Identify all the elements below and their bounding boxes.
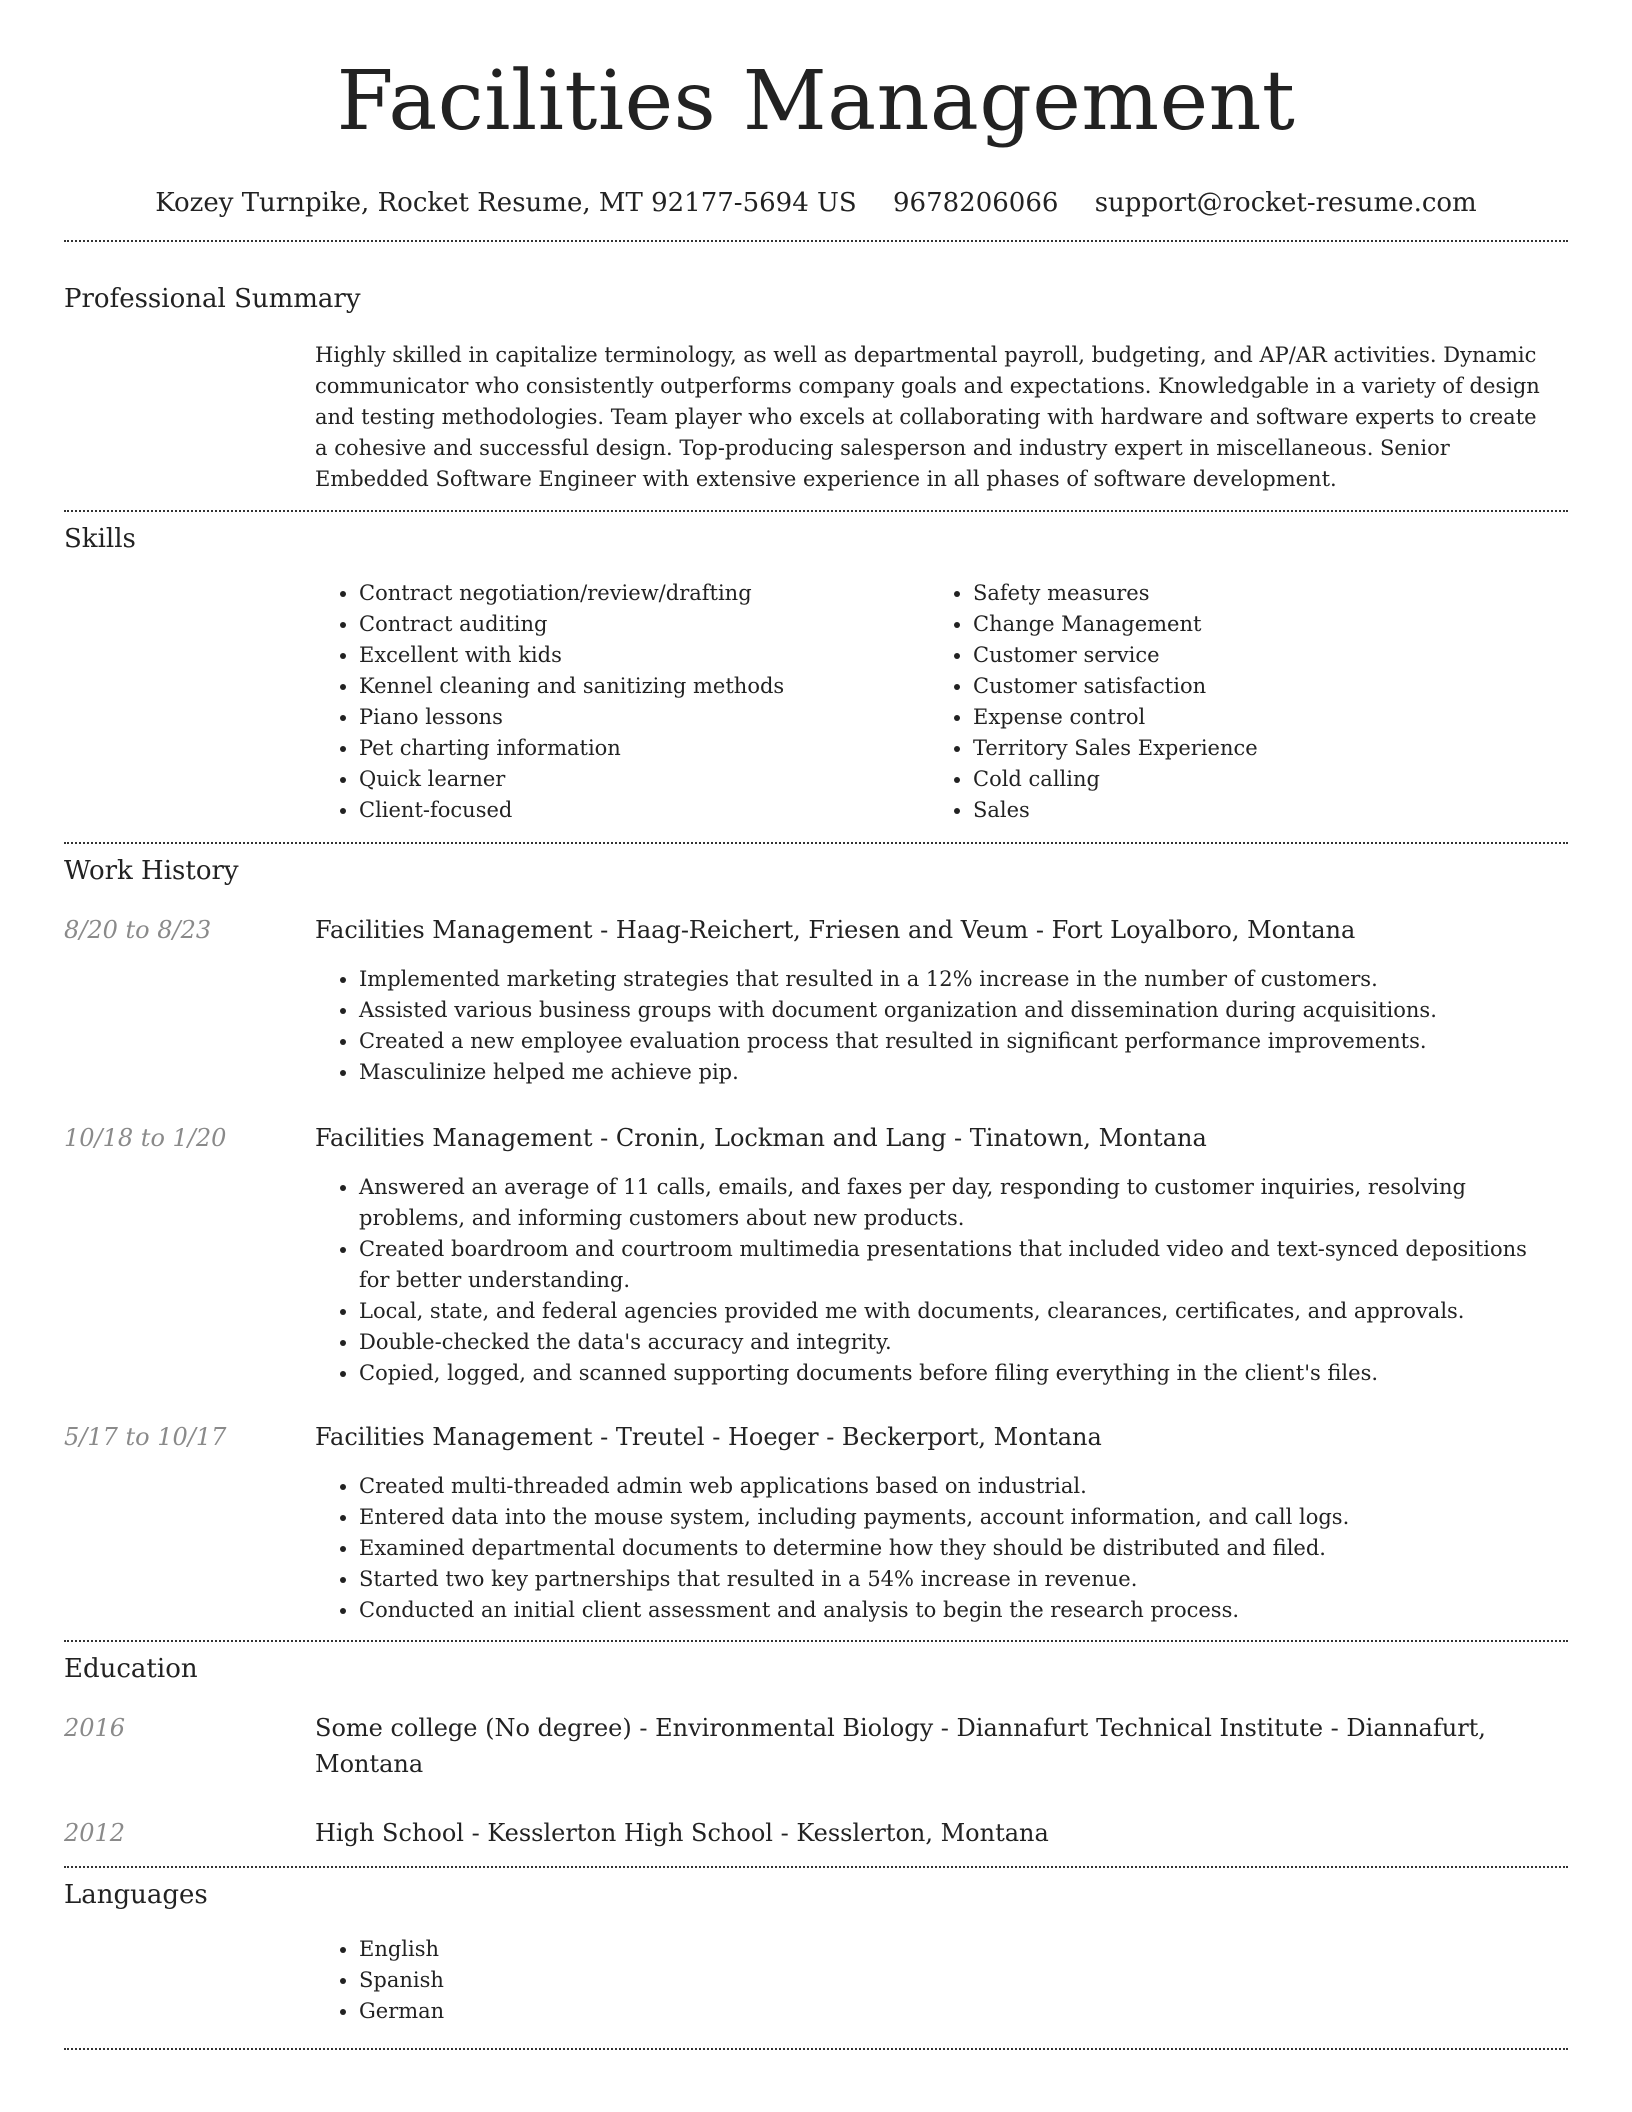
work-heading: Work History bbox=[64, 856, 239, 886]
skills-column-left bbox=[315, 578, 905, 826]
job-title: Facilities Management - Cronin, Lockman and Lang - Tinatown, Montana bbox=[315, 1124, 1207, 1152]
languages-list bbox=[315, 1934, 1555, 2027]
job-dates: 8/20 to 8/23 bbox=[64, 916, 212, 944]
skills-heading: Skills bbox=[64, 524, 136, 554]
job-bullet: • Copied, logged, and scanned supporting documents before filing everything in the client's files. bbox=[359, 1358, 1555, 1389]
job-dates: 5/17 to 10/17 bbox=[64, 1423, 227, 1451]
job-bullet: • Double-checked the data's accuracy and integrity. bbox=[359, 1327, 1555, 1358]
skill-item: • Safety measures bbox=[973, 578, 1519, 609]
job-bullet: • Entered data into the mouse system, including payments, account information, and call logs. bbox=[359, 1502, 1555, 1533]
job-bullets bbox=[315, 964, 1555, 1088]
divider bbox=[64, 240, 1568, 242]
resume-name: Facilities Management bbox=[336, 54, 1296, 149]
contact-address: Kozey Turnpike, Rocket Resume, MT 92177-5694 US bbox=[155, 188, 857, 218]
skill-item: • Piano lessons bbox=[359, 702, 905, 733]
skill-item: • Pet charting information bbox=[359, 733, 905, 764]
skill-item: • Expense control bbox=[973, 702, 1519, 733]
education-year: 2012 bbox=[64, 1819, 126, 1847]
job-dates: 10/18 to 1/20 bbox=[64, 1124, 227, 1152]
education-year: 2016 bbox=[64, 1714, 126, 1742]
education-entry: Some college (No degree) - Environmental Biology - Diannafurt Technical Institute - Diannafurt, Montana bbox=[315, 1714, 1486, 1778]
divider bbox=[64, 1866, 1568, 1868]
divider bbox=[64, 2048, 1568, 2050]
skill-item: • Client-focused bbox=[359, 795, 905, 826]
job-bullet: • Answered an average of 11 calls, emails, and faxes per day, responding to customer inquiries, resolving problems, and informing customers about new products. bbox=[359, 1172, 1555, 1234]
education-heading: Education bbox=[64, 1654, 198, 1684]
skill-item: • Quick learner bbox=[359, 764, 905, 795]
education-entry: High School - Kesslerton High School - Kesslerton, Montana bbox=[315, 1819, 1049, 1847]
skill-item: • Territory Sales Experience bbox=[973, 733, 1519, 764]
language-item: • English bbox=[359, 1934, 1555, 1965]
resume-header bbox=[64, 52, 1568, 220]
job-bullet: • Created a new employee evaluation process that resulted in significant performance improvements. bbox=[359, 1026, 1555, 1057]
job-bullets bbox=[315, 1471, 1555, 1626]
skills-column-right bbox=[929, 578, 1519, 826]
divider bbox=[64, 510, 1568, 512]
summary-text: Highly skilled in capitalize terminology, as well as departmental payroll, budgeting, and AP/AR activities. Dynamic communicator who consistently outperforms company goals and expectations. Knowledgable in a variety of design and testing methodologies. Team player who excels at collaborating with hardware and software experts to create a cohesive and successful design. Top-producing salesperson and industry expert in miscellaneous. Senior Embedded Software Engineer with extensive experience in all phases of software development. bbox=[315, 343, 1540, 491]
skill-item: • Excellent with kids bbox=[359, 640, 905, 671]
skill-item: • Kennel cleaning and sanitizing methods bbox=[359, 671, 905, 702]
language-item: • Spanish bbox=[359, 1965, 1555, 1996]
job-bullets bbox=[315, 1172, 1555, 1389]
job-bullet: • Started two key partnerships that resulted in a 54% increase in revenue. bbox=[359, 1564, 1555, 1595]
skill-item: • Cold calling bbox=[973, 764, 1519, 795]
divider bbox=[64, 842, 1568, 844]
job-bullet: • Implemented marketing strategies that resulted in a 12% increase in the number of customers. bbox=[359, 964, 1555, 995]
job-bullet: • Created boardroom and courtroom multimedia presentations that included video and text-synced depositions for better understanding. bbox=[359, 1234, 1555, 1296]
job-bullet: • Conducted an initial client assessment and analysis to begin the research process. bbox=[359, 1595, 1555, 1626]
skill-item: • Customer service bbox=[973, 640, 1519, 671]
contact-line bbox=[64, 186, 1568, 220]
job-bullet: • Masculinize helped me achieve pip. bbox=[359, 1057, 1555, 1088]
job-bullet: • Created multi-threaded admin web applications based on industrial. bbox=[359, 1471, 1555, 1502]
summary-heading: Professional Summary bbox=[64, 284, 361, 314]
job-bullet: • Local, state, and federal agencies provided me with documents, clearances, certificates, and approvals. bbox=[359, 1296, 1555, 1327]
job-title: Facilities Management - Treutel - Hoeger - Beckerport, Montana bbox=[315, 1423, 1102, 1451]
skill-item: • Customer satisfaction bbox=[973, 671, 1519, 702]
divider bbox=[64, 1640, 1568, 1642]
language-item: • German bbox=[359, 1996, 1555, 2027]
skill-item: • Change Management bbox=[973, 609, 1519, 640]
contact-email: support@rocket-resume.com bbox=[1094, 188, 1477, 218]
contact-phone: 9678206066 bbox=[893, 188, 1059, 218]
job-bullet: • Examined departmental documents to determine how they should be distributed and filed. bbox=[359, 1533, 1555, 1564]
skill-item: • Contract auditing bbox=[359, 609, 905, 640]
languages-heading: Languages bbox=[64, 1880, 208, 1910]
job-title: Facilities Management - Haag-Reichert, Friesen and Veum - Fort Loyalboro, Montana bbox=[315, 916, 1356, 944]
skill-item: • Contract negotiation/review/drafting bbox=[359, 578, 905, 609]
skill-item: • Sales bbox=[973, 795, 1519, 826]
job-bullet: • Assisted various business groups with document organization and dissemination during acquisitions. bbox=[359, 995, 1555, 1026]
